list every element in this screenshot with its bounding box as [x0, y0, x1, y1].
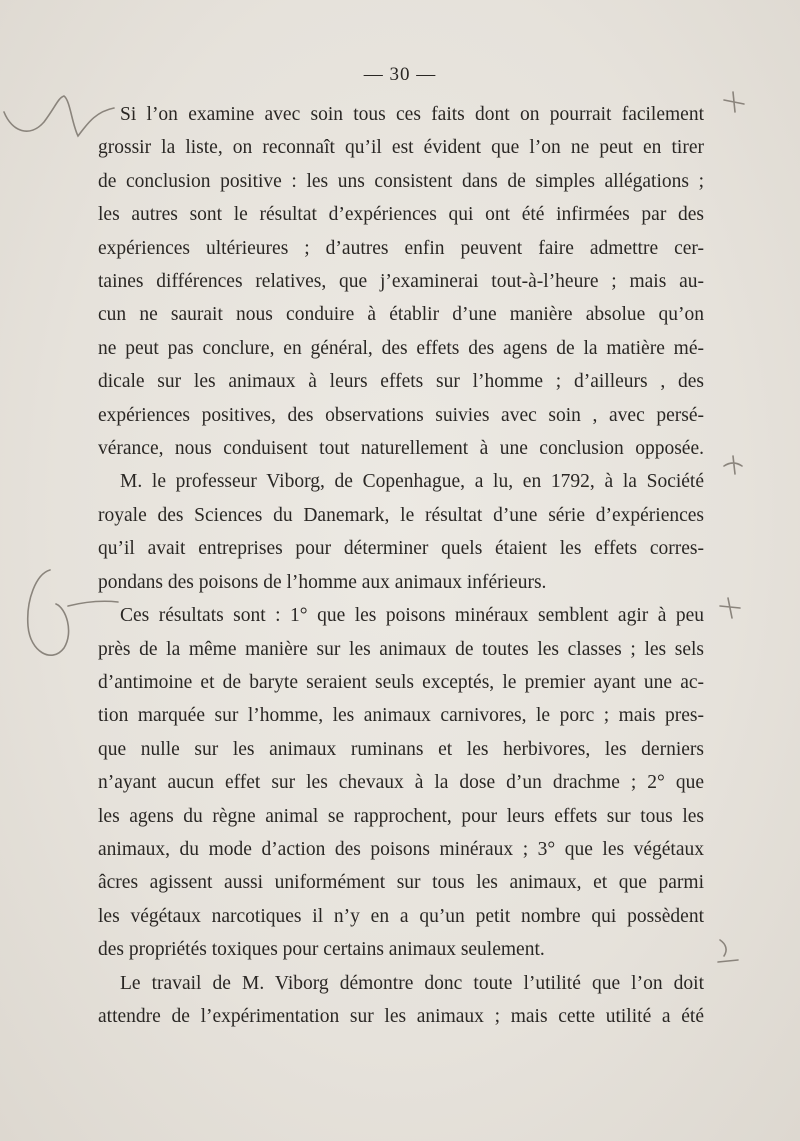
- pencil-cross-mark: [724, 92, 744, 112]
- text-line: des propriétés toxiques pour certains animaux seulement.: [98, 939, 545, 961]
- text-line: pondans des poisons de l’homme aux animaux inférieurs.: [98, 571, 547, 593]
- text-line: Le travail de M. Viborg démontre donc toute l’utilité que l’on doit: [120, 972, 704, 994]
- body-text: [98, 98, 704, 1033]
- text-line: Ces résultats sont : 1° que les poisons minéraux semblent agir à peu: [120, 605, 704, 627]
- text-line: dicale sur les animaux à leurs effets sur l’homme ; d’ailleurs , des: [98, 371, 704, 393]
- text-line: près de la même manière sur les animaux de toutes les classes ; les sels: [98, 638, 704, 660]
- text-line: tion marquée sur l’homme, les animaux carnivores, le porc ; mais pres-: [98, 705, 704, 727]
- text-line: grossir la liste, on reconnaît qu’il est évident que l’on ne peut en tirer: [98, 137, 704, 159]
- text-line: expériences ultérieures ; d’autres enfin peuvent faire admettre cer-: [98, 237, 704, 259]
- text-line: les végétaux narcotiques il n’y en a qu’un petit nombre qui possèdent: [98, 905, 704, 927]
- text-line: les autres sont le résultat d’expériences qui ont été infirmées par des: [98, 204, 704, 226]
- text-line: M. le professeur Viborg, de Copenhague, a lu, en 1792, à la Société: [120, 471, 704, 493]
- pencil-cross-mark-2: [720, 598, 740, 618]
- text-line: de conclusion positive : les uns consistent dans de simples allégations ;: [98, 170, 704, 192]
- text-line: que nulle sur les animaux ruminans et les herbivores, les derniers: [98, 738, 704, 760]
- paragraph-2: [98, 465, 704, 599]
- pencil-six-mark: [28, 570, 69, 655]
- text-line: ne peut pas conclure, en général, des effets des agens de la matière mé-: [98, 337, 704, 359]
- text-line: royale des Sciences du Danemark, le résultat d’une série d’expériences: [98, 504, 704, 526]
- text-line: expériences positives, des observations suivies avec soin , avec persé-: [98, 404, 704, 426]
- text-line: les agens du règne animal se rapprochent, pour leurs effets sur tous les: [98, 805, 704, 827]
- text-line: cun ne saurait nous conduire à établir d’une manière absolue qu’on: [98, 304, 704, 326]
- pencil-flourish-mark: [718, 940, 738, 962]
- paragraph-4: [98, 967, 704, 1034]
- text-line: vérance, nous conduisent tout naturellement à une conclusion opposée.: [98, 438, 704, 460]
- pencil-tick-mark: [724, 456, 742, 474]
- text-line: âcres agissent aussi uniformément sur tous les animaux, et que parmi: [98, 872, 704, 894]
- text-line: n’ayant aucun effet sur les chevaux à la dose d’un drachme ; 2° que: [98, 772, 704, 794]
- paragraph-3: [98, 599, 704, 966]
- paragraph-1: [98, 98, 704, 465]
- text-line: Si l’on examine avec soin tous ces faits dont on pourrait facilement: [120, 104, 704, 125]
- text-line: qu’il avait entreprises pour déterminer quels étaient les effets corres-: [98, 538, 704, 560]
- text-line: taines différences relatives, que j’examinerai tout-à-l’heure ; mais au-: [98, 271, 704, 293]
- page-number: — 30 —: [363, 64, 437, 85]
- text-line: attendre de l’expérimentation sur les animaux ; mais cette utilité a été: [98, 1005, 704, 1027]
- text-line: d’antimoine et de baryte seraient seuls exceptés, le premier ayant une ac-: [98, 671, 704, 693]
- text-line: animaux, du mode d’action des poisons minéraux ; 3° que les végétaux: [98, 838, 704, 860]
